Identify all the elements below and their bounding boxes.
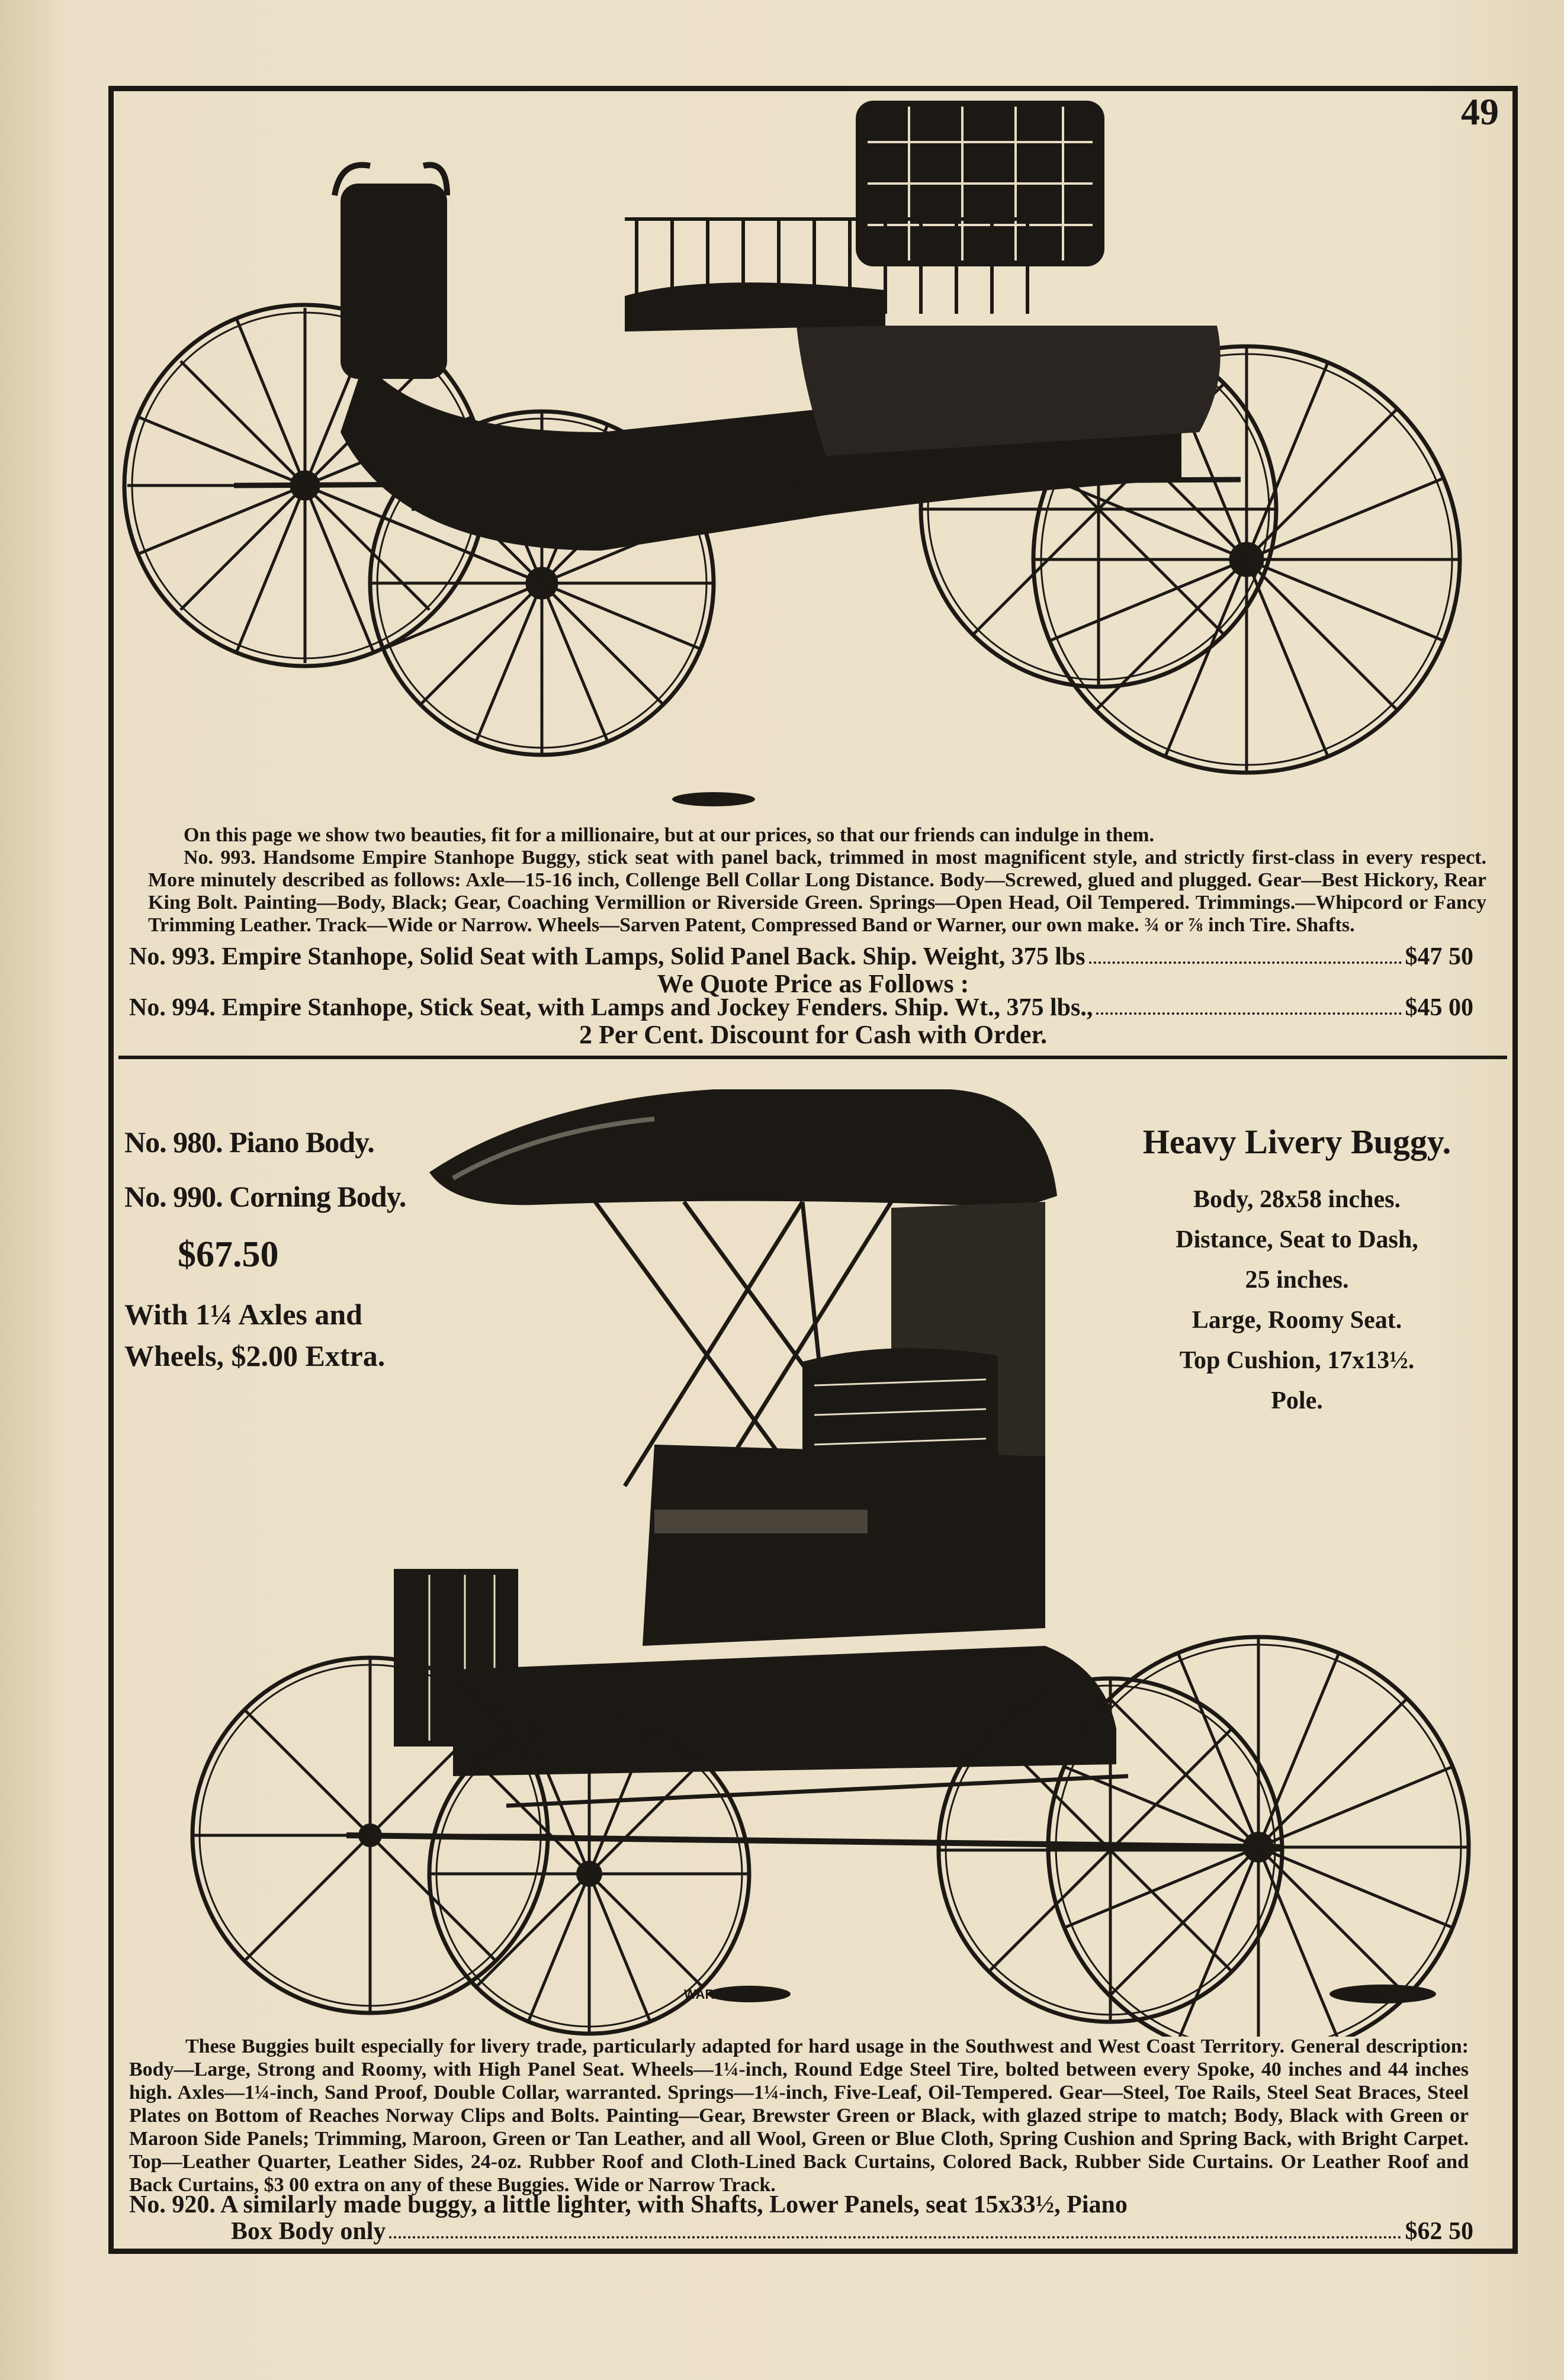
section-divider [118,1056,1507,1059]
item-994-price: $45 00 [1405,994,1473,1021]
model-980: No. 980. Piano Body. [124,1125,374,1159]
spec-distance: Distance, Seat to Dash, [1176,1226,1418,1253]
spec-body: Body, 28x58 inches. [1193,1186,1401,1213]
spec-cushion: Top Cushion, 17x13½. [1179,1347,1415,1374]
spec-pole: Pole. [1271,1387,1323,1414]
item-920-line1: No. 920. A similarly made buggy, a little lighter, with Shafts, Lower Panels, seat 15x33½, Piano [129,2191,1128,2218]
engraver-signature-right: PHILA [1343,1987,1382,2002]
item-920-price: $62 50 [1405,2218,1473,2245]
stanhope-buggy-illustration [115,101,1507,820]
livery-heading: Heavy Livery Buggy. [1142,1123,1451,1161]
engraver-signature-left: WARE BROS [684,1987,765,2002]
item-994-row [129,993,1473,1022]
livery-right-column [1107,1122,1486,1421]
discount-line: 2 Per Cent. Discount for Cash with Order. [579,1020,1047,1049]
item-993-price: $47 50 [1405,943,1473,970]
item-993-label: No. 993. Empire Stanhope, Solid Seat with Lamps, Solid Panel Back. Ship. Weight, 375 lbs [129,943,1086,970]
axle-option: With 1¼ Axles and [124,1298,362,1331]
livery-left-column [124,1125,432,1376]
leader-dots [389,2217,1401,2239]
livery-description [129,2035,1469,2196]
model-990: No. 990. Corning Body. [124,1180,406,1213]
top-description [148,824,1486,937]
top-intro: On this page we show two beauties, fit for a millionaire, but at our prices, so that our friends can indulge in them. [184,824,1154,846]
spec-distance-value: 25 inches. [1245,1266,1349,1294]
axle-option-price: Wheels, $2.00 Extra. [124,1339,386,1372]
spec-seat: Large, Roomy Seat. [1192,1307,1402,1334]
page-number: 49 [1461,91,1499,133]
leader-dots [1089,943,1402,964]
item-993-row [129,943,1473,971]
quote-heading: We Quote Price as Follows : [657,969,969,998]
item-920-row [231,2217,1473,2246]
livery-description-text: These Buggies built especially for livery trade, particularly adapted for hard usage in the Southwest and West Coast Territory. General description: Body—Large, Strong and Roomy, with High Panel Seat. Wheels—1¼-inch, Round Edge Steel Tire, bolted between every Spoke, 40 inches and 44 inches high. Axles—1¼-inch, Sand Proof, Double Collar, warranted. Springs—1¼-inch, Five-Leaf, Oil-Tempered. Gear—Steel, Toe Rails, Steel Seat Braces, Steel Plates on Bottom of Reaches Norway Clips and Bolts. Painting—Gear, Brewster Green or Black, with glazed stripe to match; Body, Black with Green or Maroon Side Panels; Trimming, Maroon, Green or Tan Leather, and all Wool, Green or Blue Cloth, Spring Cushion and Spring Back, with Bright Carpet. Top—Leather Quarter, Leather Sides, 24-oz. Rubber Roof and Cloth-Lined Back Curtains, Colored Back, Rubber Side Curtains. Or Leather Roof and Back Curtains, $3 00 extra on any of these Buggies. Wide or Narrow Track. [129,2035,1469,2196]
livery-price: $67.50 [178,1234,279,1275]
top-description-text: No. 993. Handsome Empire Stanhope Buggy, stick seat with panel back, trimmed in most magnificent style, and strictly first-class in every respect. More minutely described as follows: Axle—15-16 inch, Collenge Bell Collar Long Distance. Body—Screwed, glued and plugged. Gear—Best Hickory, Rear King Bolt. Painting—Body, Black; Gear, Coaching Vermillion or Riverside Green. Springs—Open Head, Oil Tempered. Trimmings.—Whipcord or Fancy Trimming Leather. Track—Wide or Narrow. Wheels—Sarven Patent, Compressed Band or Warner, our own make. ¾ or ⅞ inch Tire. Shafts. [148,847,1486,936]
leader-dots [1096,993,1401,1015]
item-920-label: Box Body only [231,2218,386,2245]
item-994-label: No. 994. Empire Stanhope, Stick Seat, with Lamps and Jockey Fenders. Ship. Wt., 375 lbs., [129,994,1093,1021]
